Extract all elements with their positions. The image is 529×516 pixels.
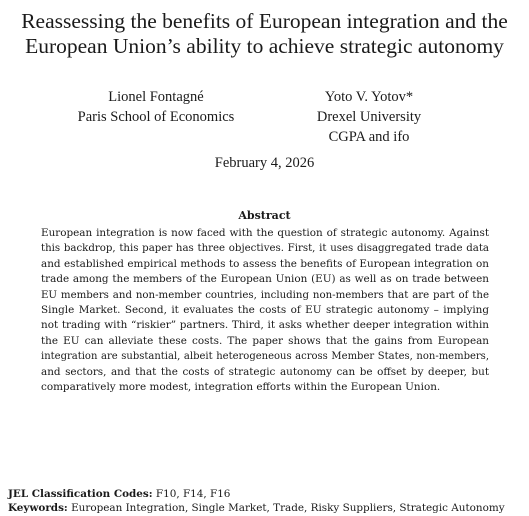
jel-value: F10, F14, F16 — [155, 488, 231, 500]
author-affiliation: Drexel University — [316, 109, 422, 125]
author-name: Lionel Fontagné — [108, 89, 204, 105]
author-affiliation: Paris School of Economics — [77, 109, 235, 125]
abstract-line: integration are substantial, albeit heterogeneous across Member States, non-members, — [41, 351, 489, 363]
author-block-1 — [58, 87, 254, 127]
author-name: Yoto V. Yotov* — [324, 89, 414, 105]
abstract-line: European integration is now faced with the question of strategic autonomy. Against — [41, 227, 489, 239]
abstract-line: this backdrop, this paper has three objectives. First, it uses disaggregated trade data — [41, 243, 489, 255]
keywords — [8, 501, 505, 515]
keywords-value: European Integration, Single Market, Trade, Risky Suppliers, Strategic Autonomy — [71, 502, 505, 514]
abstract-line: the EU can alleviate these costs. The paper shows that the gains from European — [41, 334, 489, 347]
paper-title — [0, 9, 529, 59]
author-affiliation-2: CGPA and ifo — [328, 129, 410, 145]
abstract-line: EU members and non-member countries, including non-members that are part of the — [41, 289, 489, 301]
jel-label: JEL Classification Codes: — [8, 488, 153, 500]
abstract-line: and sectors, and that the costs of strategic autonomy can be offset by deeper, but — [41, 365, 489, 378]
abstract-line: comparatively more modest, integration efforts within the European Union. — [41, 381, 441, 394]
author-block-2 — [296, 87, 442, 147]
abstract-line: not trading with “riskier” partners. Third, it asks whether deeper integration within — [41, 319, 489, 332]
title-line-1: Reassessing the benefits of European integration and the — [21, 9, 508, 33]
abstract-line: trade among the members of the European Union (EU) as well as on trade between — [41, 273, 489, 286]
title-line-2: European Union’s ability to achieve strategic autonomy — [25, 34, 504, 58]
abstract-line: Single Market. Second, it evaluates the costs of EU strategic autonomy – implying — [41, 304, 489, 317]
abstract-body — [41, 226, 489, 395]
publication-date: February 4, 2026 — [214, 155, 315, 171]
keywords-label: Keywords: — [8, 502, 68, 514]
jel-codes — [8, 487, 230, 501]
abstract-line: and established empirical methods to assess the benefits of European integration on — [41, 257, 489, 270]
abstract-heading: Abstract — [238, 209, 291, 222]
